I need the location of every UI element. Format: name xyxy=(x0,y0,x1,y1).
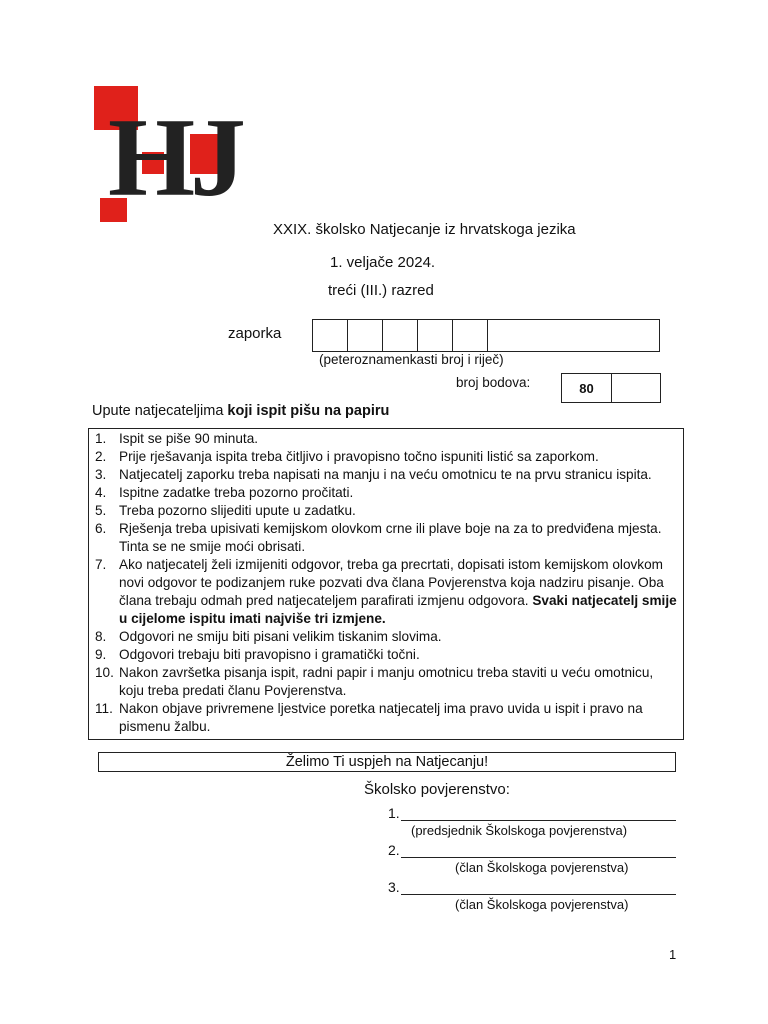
instruction-text-part: Natjecatelj zaporku treba napisati na manju i na veću omotnicu te na prvu stranicu ispita. xyxy=(119,467,652,482)
page-number: 1 xyxy=(669,947,677,962)
instruction-text xyxy=(119,520,677,556)
code-label: zaporka xyxy=(228,325,282,342)
instructions-box xyxy=(88,428,684,740)
signature-line[interactable] xyxy=(401,820,676,821)
instruction-text xyxy=(119,484,677,502)
instruction-text-part: Ispitne zadatke treba pozorno pročitati. xyxy=(119,485,354,500)
instruction-text-part: Nakon završetka pisanja ispit, radni papir i manju omotnicu treba staviti u veću omotnicu, koju treba predati članu Povjerenstva. xyxy=(119,665,654,698)
instruction-text-part: Rješenja treba upisivati kemijskom olovkom crne ili plave boje na za to predviđena mjesta. Tinta se ne smije moći obrisati. xyxy=(119,521,662,554)
instruction-number: 8. xyxy=(95,629,107,644)
code-digit-box[interactable] xyxy=(348,320,383,351)
score-field[interactable] xyxy=(612,374,660,402)
score-max: 80 xyxy=(562,374,612,402)
instruction-number: 3. xyxy=(95,467,107,482)
instruction-item xyxy=(95,520,677,556)
code-boxes[interactable] xyxy=(312,319,660,352)
instruction-item xyxy=(95,664,677,700)
logo-letter-h: H xyxy=(108,96,196,220)
instruction-number: 10. xyxy=(95,665,114,680)
instructions-heading-bold: koji ispit pišu na papiru xyxy=(227,403,390,419)
code-digit-box[interactable] xyxy=(453,320,488,351)
code-word-box[interactable] xyxy=(488,320,659,351)
instruction-text-part: Treba pozorno slijediti upute u zadatku. xyxy=(119,503,356,518)
instruction-number: 6. xyxy=(95,521,107,536)
committee-role: (član Školskoga povjerenstva) xyxy=(455,860,629,875)
committee-number: 2. xyxy=(388,842,400,858)
good-luck-banner: Želimo Ti uspjeh na Natjecanju! xyxy=(98,752,676,772)
instruction-text xyxy=(119,646,677,664)
instruction-text-part: Ispit se piše 90 minuta. xyxy=(119,431,259,446)
instructions-heading xyxy=(92,403,389,419)
committee-role: (predsjednik Školskoga povjerenstva) xyxy=(411,823,628,838)
instruction-text-part: Odgovori trebaju biti pravopisno i gramatički točni. xyxy=(119,647,420,662)
competition-title: XXIX. školsko Natjecanje iz hrvatskoga jezika xyxy=(273,221,576,238)
committee-number: 3. xyxy=(388,879,400,895)
instruction-item xyxy=(95,646,677,664)
competition-logo xyxy=(90,82,260,227)
instruction-item xyxy=(95,700,677,736)
competition-date: 1. veljače 2024. xyxy=(330,254,436,271)
code-digit-box[interactable] xyxy=(383,320,418,351)
instruction-number: 7. xyxy=(95,557,107,572)
instruction-item xyxy=(95,430,677,448)
instruction-number: 11. xyxy=(95,701,113,716)
instruction-item xyxy=(95,502,677,520)
instruction-number: 5. xyxy=(95,503,107,518)
instruction-text xyxy=(119,466,677,484)
instruction-text xyxy=(119,664,677,700)
instruction-number: 4. xyxy=(95,485,107,500)
instruction-text-part: Prije rješavanja ispita treba čitljivo i pravopisno točno ispuniti listić sa zaporkom. xyxy=(119,449,599,464)
instruction-number: 1. xyxy=(95,431,107,446)
score-label: broj bodova: xyxy=(456,375,531,390)
instruction-text-bold: Svaki natjecatelj smije u cijelome ispitu imati najviše tri izmjene. xyxy=(119,593,677,626)
instruction-item xyxy=(95,628,677,646)
committee-title: Školsko povjerenstvo: xyxy=(364,781,510,798)
instruction-text-part: Ako natjecatelj želi izmijeniti odgovor, treba ga precrtati, dopisati istom kemijskom olovkom novi odgovor te podizanjem ruke pozvati dva člana Povjerenstva koja nadziru pisanje. Oba člana trebaju odmah pred natjecateljem parafirati izmjenu odgovora. xyxy=(119,557,664,608)
competition-grade: treći (III.) razred xyxy=(328,282,434,299)
instructions-heading-normal: Upute natjecateljima xyxy=(92,403,228,419)
instruction-text xyxy=(119,502,677,520)
signature-line[interactable] xyxy=(401,894,676,895)
instruction-text-part: Nakon objave privremene ljestvice poretka natjecatelj ima pravo uvida u ispit i pravo na pismenu žalbu. xyxy=(119,701,643,734)
instruction-text xyxy=(119,628,677,646)
instruction-text xyxy=(119,430,677,448)
instruction-item xyxy=(95,556,677,628)
committee-number: 1. xyxy=(388,805,400,821)
signature-line[interactable] xyxy=(401,857,676,858)
instruction-item xyxy=(95,448,677,466)
instruction-text xyxy=(119,700,677,736)
score-box xyxy=(561,373,661,403)
instruction-number: 2. xyxy=(95,449,107,464)
instruction-text xyxy=(119,448,677,466)
code-digit-box[interactable] xyxy=(313,320,348,351)
code-digit-box[interactable] xyxy=(418,320,453,351)
instructions-list xyxy=(95,430,677,736)
instruction-item xyxy=(95,484,677,502)
instruction-text xyxy=(119,556,677,628)
instruction-number: 9. xyxy=(95,647,107,662)
committee-role: (član Školskoga povjerenstva) xyxy=(455,897,629,912)
logo-letter-j: J xyxy=(190,96,246,220)
instruction-text-part: Odgovori ne smiju biti pisani velikim tiskanim slovima. xyxy=(119,629,442,644)
instruction-item xyxy=(95,466,677,484)
code-hint: (peteroznamenkasti broj i riječ) xyxy=(319,352,504,367)
